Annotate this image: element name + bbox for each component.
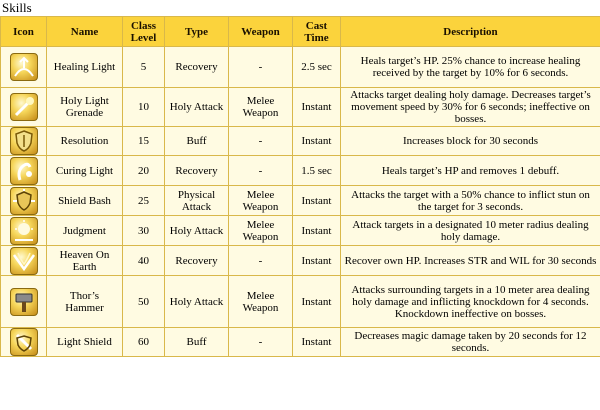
header-weapon: Weapon	[229, 17, 293, 47]
skill-type: Recovery	[165, 246, 229, 276]
table-caption: Skills	[2, 0, 32, 15]
icon-cell	[1, 88, 47, 127]
skill-level: 30	[123, 216, 165, 246]
header-cast-time: Cast Time	[293, 17, 341, 47]
skill-level: 40	[123, 246, 165, 276]
skill-name: Resolution	[47, 127, 123, 156]
table-row	[1, 186, 600, 216]
skill-weapon: Melee Weapon	[229, 216, 293, 246]
skill-type: Holy Attack	[165, 216, 229, 246]
table-row	[1, 246, 600, 276]
table-row	[1, 47, 600, 88]
icon-cell	[1, 328, 47, 357]
table-row	[1, 276, 600, 328]
skill-weapon: -	[229, 127, 293, 156]
skill-description: Attacks target dealing holy damage. Decreases target’s movement speed by 30% for 6 seconds; ineffective on bosses.	[341, 88, 600, 127]
skill-name: Heaven On Earth	[47, 246, 123, 276]
resolution-shield-icon	[10, 127, 38, 155]
skill-cast-time: Instant	[293, 127, 341, 156]
skill-level: 5	[123, 47, 165, 88]
skills-table	[0, 16, 600, 357]
skill-type: Recovery	[165, 156, 229, 186]
skill-name: Light Shield	[47, 328, 123, 357]
skill-type: Buff	[165, 328, 229, 357]
shield-bash-icon	[10, 187, 38, 215]
skill-weapon: Melee Weapon	[229, 88, 293, 127]
skill-type: Holy Attack	[165, 276, 229, 328]
icon-cell	[1, 156, 47, 186]
header-type: Type	[165, 17, 229, 47]
light-shield-icon	[10, 328, 38, 356]
skill-cast-time: Instant	[293, 246, 341, 276]
icon-cell	[1, 186, 47, 216]
curing-light-icon	[10, 157, 38, 185]
table-row	[1, 328, 600, 357]
skill-name: Thor’s Hammer	[47, 276, 123, 328]
skill-description: Heals target’s HP and removes 1 debuff.	[341, 156, 600, 186]
header-class-level: Class Level	[123, 17, 165, 47]
skill-level: 15	[123, 127, 165, 156]
table-row	[1, 216, 600, 246]
skill-description: Recover own HP. Increases STR and WIL for 30 seconds	[341, 246, 600, 276]
skill-description: Attacks the target with a 50% chance to inflict stun on the target for 3 seconds.	[341, 186, 600, 216]
skill-cast-time: Instant	[293, 276, 341, 328]
skill-weapon: Melee Weapon	[229, 186, 293, 216]
skill-weapon: -	[229, 47, 293, 88]
judgment-icon	[10, 217, 38, 245]
header-icon: Icon	[1, 17, 47, 47]
skill-name: Shield Bash	[47, 186, 123, 216]
skill-cast-time: Instant	[293, 216, 341, 246]
skill-level: 10	[123, 88, 165, 127]
skill-name: Holy Light Grenade	[47, 88, 123, 127]
icon-cell	[1, 246, 47, 276]
skill-cast-time: Instant	[293, 186, 341, 216]
skill-name: Judgment	[47, 216, 123, 246]
skill-cast-time: 2.5 sec	[293, 47, 341, 88]
thors-hammer-icon	[10, 288, 38, 316]
skill-weapon: -	[229, 156, 293, 186]
skill-type: Recovery	[165, 47, 229, 88]
table-row	[1, 88, 600, 127]
skill-level: 20	[123, 156, 165, 186]
icon-cell	[1, 127, 47, 156]
healing-light-icon	[10, 53, 38, 81]
header-row	[1, 17, 600, 47]
icon-cell	[1, 276, 47, 328]
skill-cast-time: Instant	[293, 328, 341, 357]
table-row	[1, 156, 600, 186]
skill-description: Increases block for 30 seconds	[341, 127, 600, 156]
skill-level: 50	[123, 276, 165, 328]
skill-type: Buff	[165, 127, 229, 156]
skill-description: Attack targets in a designated 10 meter radius dealing holy damage.	[341, 216, 600, 246]
skill-type: Holy Attack	[165, 88, 229, 127]
holy-light-grenade-icon	[10, 93, 38, 121]
header-name: Name	[47, 17, 123, 47]
skill-level: 60	[123, 328, 165, 357]
skill-weapon: -	[229, 246, 293, 276]
icon-cell	[1, 216, 47, 246]
skill-type: Physical Attack	[165, 186, 229, 216]
heaven-on-earth-icon	[10, 247, 38, 275]
skill-weapon: -	[229, 328, 293, 357]
skill-cast-time: Instant	[293, 88, 341, 127]
icon-cell	[1, 47, 47, 88]
skill-description: Decreases magic damage taken by 20 seconds for 12 seconds.	[341, 328, 600, 357]
table-row	[1, 127, 600, 156]
header-description: Description	[341, 17, 600, 47]
skill-cast-time: 1.5 sec	[293, 156, 341, 186]
skill-description: Heals target’s HP. 25% chance to increase healing received by the target by 10% for 6 seconds.	[341, 47, 600, 88]
skill-name: Curing Light	[47, 156, 123, 186]
skill-weapon: Melee Weapon	[229, 276, 293, 328]
skill-description: Attacks surrounding targets in a 10 meter area dealing holy damage and inflicting knockdown for 4 seconds. Knockdown ineffective on bosses.	[341, 276, 600, 328]
skill-name: Healing Light	[47, 47, 123, 88]
skill-level: 25	[123, 186, 165, 216]
